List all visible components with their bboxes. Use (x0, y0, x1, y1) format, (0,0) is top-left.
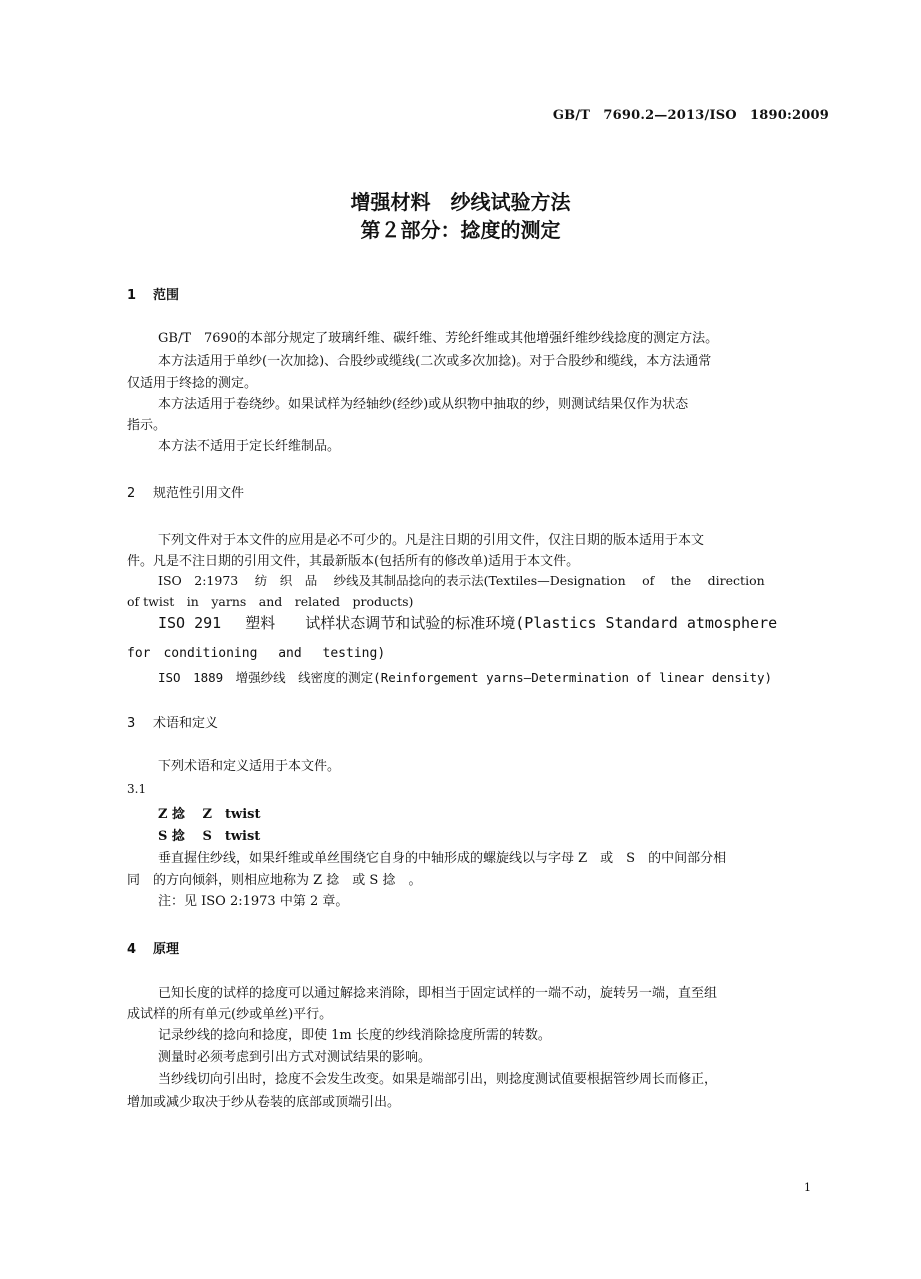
paragraph: 下列术语和定义适用于本文件。 (158, 759, 341, 774)
reference-item-continuation: for conditioning and testing) (127, 646, 386, 661)
document-title: 增强材料 纱线试验方法 (350, 190, 571, 214)
page-number: 1 (804, 1181, 811, 1194)
section-heading-references (127, 482, 244, 501)
paragraph: 本方法适用于卷绕纱。如果试样为经轴纱(经纱)或从织物中抽取的纱，则测试结果仅作为状态 (158, 397, 689, 412)
section-number: 4 (127, 942, 137, 957)
paragraph: 本方法不适用于定长纤维制品。 (158, 439, 341, 454)
standard-code: GB/T 7690.2—2013/ISO 1890:2009 (552, 108, 829, 123)
paragraph-continuation: 件。凡是不注日期的引用文件，其最新版本(包括所有的修改单)适用于本文件。 (127, 554, 580, 569)
paragraph: GB/T 7690的本部分规定了玻璃纤维、碳纤维、芳纶纤维或其他增强纤维纱线捻度的测定方法。 (158, 331, 719, 346)
reference-item: ISO 291 塑料 试样状态调节和试验的标准环境(Plastics Standard atmosphere (158, 614, 778, 632)
section-heading-principle (127, 938, 179, 957)
section-heading-scope (127, 284, 179, 303)
section-title: 规范性引用文件 (153, 486, 245, 501)
reference-item: ISO 1889 增强纱线 线密度的测定(Reinforgement yarns—Determination of linear density) (158, 670, 773, 685)
section-number: 3 (127, 716, 136, 731)
paragraph: 已知长度的试样的捻度可以通过解捻来消除，即相当于固定试样的一端不动，旋转另一端，直至组 (158, 986, 718, 1001)
definition: 垂直握住纱线，如果纤维或单丝围绕它自身的中轴形成的螺旋线以与字母 Z 或 S 的中间部分相 (158, 851, 727, 866)
paragraph-continuation: 仅适用于终捻的测定。 (127, 376, 258, 391)
paragraph: 当纱线切向引出时，捻度不会发生改变。如果是端部引出，则捻度测试值要根据管纱周长而修正， (158, 1072, 718, 1087)
section-title: 范围 (153, 288, 180, 303)
paragraph-continuation: 增加或减少取决于纱从卷装的底部或顶端引出。 (127, 1095, 401, 1110)
section-number: 2 (127, 486, 136, 501)
reference-item: ISO 2:1973 纺 织 品 纱线及其制品捻向的表示法(Textiles—Designation of the direction (158, 573, 765, 588)
section-heading-terms (127, 712, 218, 731)
paragraph: 记录纱线的捻向和捻度，即使 1m 长度的纱线消除捻度所需的转数。 (158, 1028, 551, 1043)
paragraph: 测量时必须考虑到引出方式对测试结果的影响。 (158, 1050, 432, 1065)
paragraph-continuation: 指示。 (127, 418, 167, 433)
reference-item-continuation: of twist in yarns and related products) (127, 594, 414, 609)
note: 注：见 ISO 2:1973 中第 2 章。 (158, 894, 349, 909)
document-subtitle: 第２部分：捻度的测定 (360, 218, 561, 242)
paragraph: 下列文件对于本文件的应用是必不可少的。凡是注日期的引用文件，仅注日期的版本适用于本文 (158, 533, 705, 548)
section-title: 术语和定义 (153, 716, 219, 731)
definition-continuation: 同 的方向倾斜，则相应地称为 Z 捻 或 S 捻 。 (127, 873, 422, 888)
term-z-twist: Z 捻 Z twist (158, 807, 261, 822)
term-number: 3.1 (127, 782, 147, 796)
section-title: 原理 (153, 942, 180, 957)
section-number: 1 (127, 288, 137, 303)
term-s-twist: S 捻 S twist (158, 829, 261, 844)
paragraph: 本方法适用于单纱(一次加捻)、合股纱或缆线(二次或多次加捻)。对于合股纱和缆线，本方法通常 (158, 354, 712, 369)
paragraph-continuation: 成试样的所有单元(纱或单丝)平行。 (127, 1007, 333, 1022)
